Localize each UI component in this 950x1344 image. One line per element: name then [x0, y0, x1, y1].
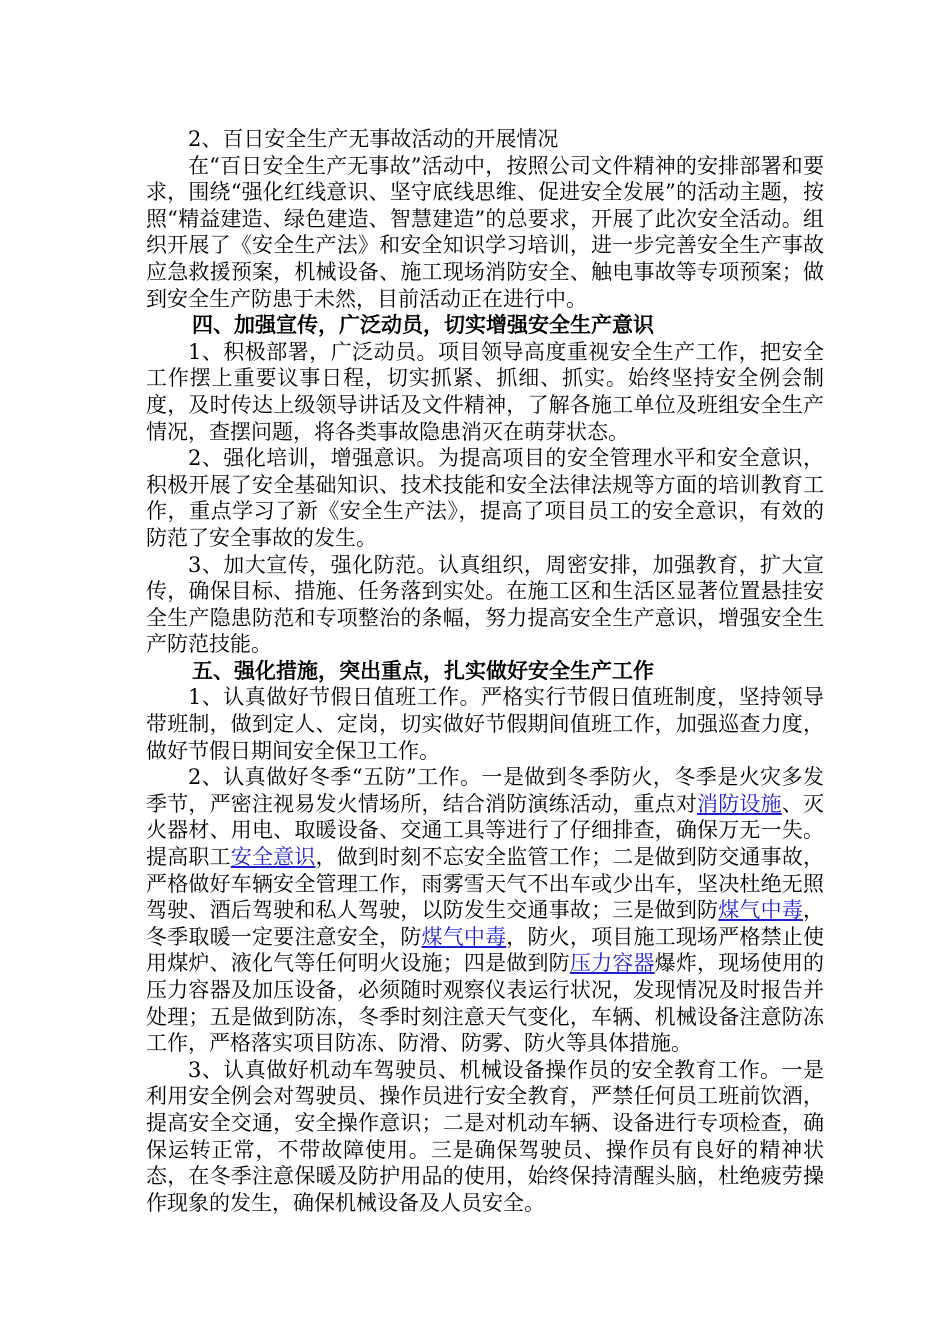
link-fire-facilities[interactable]: 消防设施 — [697, 791, 782, 816]
subsection-title: 2、百日安全生产无事故活动的开展情况 — [188, 127, 559, 151]
text-segment: ，冬季取暖一定要注意安全，防 — [146, 898, 825, 949]
section-heading-4: 四、加强宣传，广泛动员，切实增强安全生产意识 — [192, 312, 654, 338]
text-segment: 、灭火器材、用电、取暖设备、交通工具等进行了仔细排查，确保万无一失。提高职工 — [146, 791, 825, 870]
section5-item-1: 1、认真做好节假日值班工作。严格实行节假日值班制度，坚持领导带班制，做到定人、定岗，切实做好节假期间值班工作，加强巡查力度，做好节假日期间安全保卫工作。 — [146, 685, 824, 763]
text-segment: 爆炸，现场使用的压力容器及加压设备，必须随时观察仪表运行状况，发现情况及时报告并处理；五是做到防冻，冬季时刻注意天气变化，车辆、机械设备注意防冻工作，严格落实项目防冻、防滑、防雾、防火等具体措施。 — [146, 951, 825, 1056]
section-heading-5: 五、强化措施，突出重点，扎实做好安全生产工作 — [192, 657, 654, 683]
section5-item-3: 3、认真做好机动车驾驶员、机械设备操作员的安全教育工作。一是利用安全例会对驾驶员、操作员进行安全教育，严禁任何员工班前饮酒，提高安全交通，安全操作意识；二是对机动车辆、设备进行专项检查，确保运转正常，不带故障使用。三是确保驾驶员、操作员有良好的精神状态，在冬季注意保暖及防护用品的使用，始终保持清醒头脑，杜绝疲劳操作现象的发生，确保机械设备及人员安全。 — [146, 1057, 824, 1215]
document-page — [146, 126, 824, 1216]
section4-item-3: 3、加大宣传，强化防范。认真组织，周密安排，加强教育，扩大宣传，确保目标、措施、任务落到实处。在施工区和生活区显著位置悬挂安全生产隐患防范和专项整治的条幅，努力提高安全生产意识，增强安全生产防范技能。 — [146, 552, 824, 657]
section4-item-1: 1、积极部署，广泛动员。项目领导高度重视安全生产工作，把安全工作摆上重要议事日程，切实抓紧、抓细、抓实。始终坚持安全例会制度，及时传达上级领导讲话及文件精神，了解各施工单位及班组安全生产情况，查摆问题，将各类事故隐患消灭在萌芽状态。 — [146, 339, 824, 444]
text-segment: 2、认真做好冬季“五防”工作。一是做到冬季防火，冬季是火灾多发季节，严密注视易发火情场所，结合消防演练活动，重点对 — [146, 765, 824, 816]
section5-item-2 — [146, 764, 824, 1057]
link-gas-poisoning[interactable]: 煤气中毒 — [718, 898, 804, 923]
text-segment: ，防火，项目施工现场严格禁止使用煤炉、液化气等任何明火设施；四是做到防 — [146, 924, 825, 976]
section4-item-2: 2、强化培训，增强意识。为提高项目的安全管理水平和安全意识，积极开展了安全基础知识、技术技能和安全法律法规等方面的培训教育工作，重点学习了新《安全生产法》，提高了项目员工的安全意识，有效的防范了安全事故的发生。 — [146, 446, 824, 550]
link-gas-poisoning-2[interactable]: 煤气中毒 — [421, 924, 507, 949]
text-segment: ，做到时刻不忘安全监管工作；二是做到防交通事故，严格做好车辆安全管理工作，雨雾雪天气不出车或少出车，坚决杜绝无照驾驶、酒后驾驶和私人驾驶，以防发生交通事故；三是做到防 — [146, 845, 825, 923]
paragraph-activity: 在“百日安全生产无事故”活动中，按照公司文件精神的安排部署和要求，围绕“强化红线意识、坚守底线思维、促进安全发展”的活动主题，按照“精益建造、绿色建造、智慧建造”的总要求，开展了此次安全活动。组织开展了《安全生产法》和安全知识学习培训，进一步完善安全生产事故应急救援预案，机械设备、施工现场消防安全、触电事故等专项预案；做到安全生产防患于未然，目前活动正在进行中。 — [146, 153, 824, 311]
link-safety-awareness[interactable]: 安全意识 — [230, 845, 316, 870]
link-pressure-vessel[interactable]: 压力容器 — [569, 951, 655, 976]
